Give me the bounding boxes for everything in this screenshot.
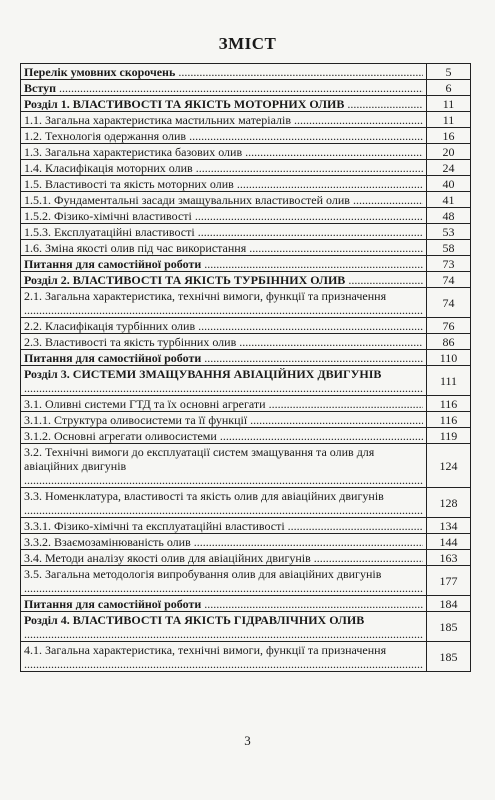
toc-entry-page: 48 — [427, 208, 471, 224]
toc-entry-cell — [21, 96, 427, 112]
toc-row — [21, 144, 471, 160]
toc-entry-cell — [21, 256, 427, 272]
toc-entry-page: 134 — [427, 518, 471, 534]
toc-entry-cell — [21, 160, 427, 176]
toc-row — [21, 642, 471, 672]
toc-row — [21, 96, 471, 112]
toc-entry-cell — [21, 128, 427, 144]
toc-entry-title: 3.1. Оливні системи ГТД та їх основні агрегати ..... — [24, 397, 423, 411]
toc-entry-title: 3.4. Методи аналізу якості олив для авіаційних двигунів ..... — [24, 551, 423, 565]
toc-entry-title: 2.2. Класифікація турбінних олив ..... — [24, 319, 423, 333]
toc-entry-title: Питання для самостійної роботи ..... — [24, 597, 423, 611]
toc-entry-page: 41 — [427, 192, 471, 208]
toc-row — [21, 488, 471, 518]
toc-row — [21, 534, 471, 550]
toc-entry-page: 74 — [427, 272, 471, 288]
page-number: 3 — [244, 733, 251, 748]
toc-entry-page: 53 — [427, 224, 471, 240]
toc-entry-cell — [21, 596, 427, 612]
toc-entry-title: 1.3. Загальна характеристика базових олив ..... — [24, 145, 423, 159]
toc-entry-title: 1.6. Зміна якості олив під час використання ..... — [24, 241, 423, 255]
toc-entry-page: 185 — [427, 642, 471, 672]
toc-row — [21, 428, 471, 444]
toc-entry-cell — [21, 192, 427, 208]
toc-row — [21, 128, 471, 144]
toc-row — [21, 350, 471, 366]
toc-row — [21, 224, 471, 240]
toc-entry-title: 3.3.2. Взаємозамінюваність олив ..... — [24, 535, 423, 549]
toc-row — [21, 334, 471, 350]
toc-row — [21, 612, 471, 642]
toc-entry-title: Питання для самостійної роботи ..... — [24, 351, 423, 365]
toc-entry-page: 111 — [427, 366, 471, 396]
toc-entry-page: 128 — [427, 488, 471, 518]
toc-entry-title: 1.2. Технологія одержання олив ..... — [24, 129, 423, 143]
toc-entry-page: 119 — [427, 428, 471, 444]
toc-row — [21, 192, 471, 208]
toc-entry-cell — [21, 208, 427, 224]
toc-entry-cell — [21, 224, 427, 240]
toc-entry-page: 177 — [427, 566, 471, 596]
toc-body — [21, 64, 471, 672]
toc-row — [21, 566, 471, 596]
toc-row — [21, 412, 471, 428]
toc-entry-title: 1.5.2. Фізико-хімічні властивості ..... — [24, 209, 423, 223]
toc-entry-page: 5 — [427, 64, 471, 80]
toc-entry-cell — [21, 288, 427, 318]
toc-entry-title: Вступ ..... — [24, 81, 423, 95]
toc-row — [21, 550, 471, 566]
toc-entry-title: 1.5. Властивості та якість моторних олив ..... — [24, 177, 423, 191]
toc-entry-cell — [21, 444, 427, 488]
table-of-contents — [20, 63, 471, 672]
toc-entry-page: 73 — [427, 256, 471, 272]
toc-entry-title: 2.3. Властивості та якість турбінних олив ..... — [24, 335, 423, 349]
toc-entry-page: 110 — [427, 350, 471, 366]
toc-entry-title: 3.3.1. Фізико-хімічні та експлуатаційні властивості ..... — [24, 519, 423, 533]
toc-row — [21, 64, 471, 80]
toc-entry-title: Розділ 2. ВЛАСТИВОСТІ ТА ЯКІСТЬ ТУРБІННИХ ОЛИВ ..... — [24, 273, 423, 287]
toc-row — [21, 366, 471, 396]
toc-row — [21, 272, 471, 288]
toc-entry-title: Розділ 4. ВЛАСТИВОСТІ ТА ЯКІСТЬ ГІДРАВЛІЧНИХ ОЛИВ ..... — [24, 613, 423, 641]
toc-entry-title: 3.5. Загальна методологія випробування олив для авіаційних двигунів ..... — [24, 567, 423, 595]
toc-entry-page: 163 — [427, 550, 471, 566]
toc-entry-cell — [21, 240, 427, 256]
toc-entry-cell — [21, 366, 427, 396]
toc-row — [21, 596, 471, 612]
toc-entry-title: Розділ 1. ВЛАСТИВОСТІ ТА ЯКІСТЬ МОТОРНИХ ОЛИВ ..... — [24, 97, 423, 111]
toc-row — [21, 288, 471, 318]
toc-entry-cell — [21, 566, 427, 596]
toc-entry-cell — [21, 272, 427, 288]
toc-entry-title: 3.1.1. Структура оливосистеми та її функції ..... — [24, 413, 423, 427]
toc-entry-title: Перелік умовних скорочень ..... — [24, 65, 423, 79]
toc-entry-page: 116 — [427, 396, 471, 412]
toc-entry-page: 86 — [427, 334, 471, 350]
toc-entry-title: 1.5.3. Експлуатаційні властивості ..... — [24, 225, 423, 239]
toc-entry-page: 11 — [427, 96, 471, 112]
toc-entry-cell — [21, 80, 427, 96]
toc-entry-title: 3.2. Технічні вимоги до експлуатації систем змащування та олив для авіаційних двигунів ..... — [24, 445, 423, 487]
page-title: ЗМІСТ — [218, 34, 277, 53]
toc-entry-title: 2.1. Загальна характеристика, технічні вимоги, функції та призначення ..... — [24, 289, 423, 317]
toc-entry-page: 6 — [427, 80, 471, 96]
toc-entry-page: 185 — [427, 612, 471, 642]
toc-entry-page: 24 — [427, 160, 471, 176]
toc-entry-cell — [21, 488, 427, 518]
toc-entry-page: 184 — [427, 596, 471, 612]
toc-entry-page: 76 — [427, 318, 471, 334]
toc-entry-page: 124 — [427, 444, 471, 488]
toc-row — [21, 444, 471, 488]
toc-entry-cell — [21, 642, 427, 672]
toc-entry-title: 1.1. Загальна характеристика мастильних матеріалів ..... — [24, 113, 423, 127]
toc-row — [21, 256, 471, 272]
toc-entry-title: 3.1.2. Основні агрегати оливосистеми ..... — [24, 429, 423, 443]
toc-row — [21, 160, 471, 176]
toc-entry-page: 58 — [427, 240, 471, 256]
toc-entry-cell — [21, 534, 427, 550]
toc-entry-cell — [21, 334, 427, 350]
toc-entry-cell — [21, 64, 427, 80]
toc-entry-cell — [21, 176, 427, 192]
toc-entry-page: 144 — [427, 534, 471, 550]
toc-row — [21, 176, 471, 192]
toc-entry-page: 40 — [427, 176, 471, 192]
toc-entry-page: 16 — [427, 128, 471, 144]
toc-entry-cell — [21, 112, 427, 128]
toc-entry-cell — [21, 318, 427, 334]
toc-entry-page: 116 — [427, 412, 471, 428]
toc-entry-cell — [21, 144, 427, 160]
toc-entry-cell — [21, 412, 427, 428]
toc-row — [21, 318, 471, 334]
toc-entry-page: 20 — [427, 144, 471, 160]
toc-entry-title: 1.5.1. Фундаментальні засади змащувальних властивостей олив ..... — [24, 193, 423, 207]
toc-row — [21, 518, 471, 534]
toc-entry-cell — [21, 350, 427, 366]
toc-entry-page: 11 — [427, 112, 471, 128]
toc-row — [21, 240, 471, 256]
toc-entry-cell — [21, 550, 427, 566]
toc-entry-title: 1.4. Класифікація моторних олив ..... — [24, 161, 423, 175]
toc-row — [21, 396, 471, 412]
toc-entry-page: 74 — [427, 288, 471, 318]
toc-entry-title: 3.3. Номенклатура, властивості та якість олив для авіаційних двигунів ..... — [24, 489, 423, 517]
toc-entry-title: 4.1. Загальна характеристика, технічні вимоги, функції та призначення ..... — [24, 643, 423, 671]
toc-entry-cell — [21, 428, 427, 444]
toc-row — [21, 208, 471, 224]
toc-entry-title: Розділ 3. СИСТЕМИ ЗМАЩУВАННЯ АВІАЦІЙНИХ ДВИГУНІВ ..... — [24, 367, 423, 395]
toc-entry-title: Питання для самостійної роботи ..... — [24, 257, 423, 271]
toc-entry-cell — [21, 396, 427, 412]
toc-entry-cell — [21, 612, 427, 642]
toc-row — [21, 80, 471, 96]
toc-entry-cell — [21, 518, 427, 534]
toc-row — [21, 112, 471, 128]
